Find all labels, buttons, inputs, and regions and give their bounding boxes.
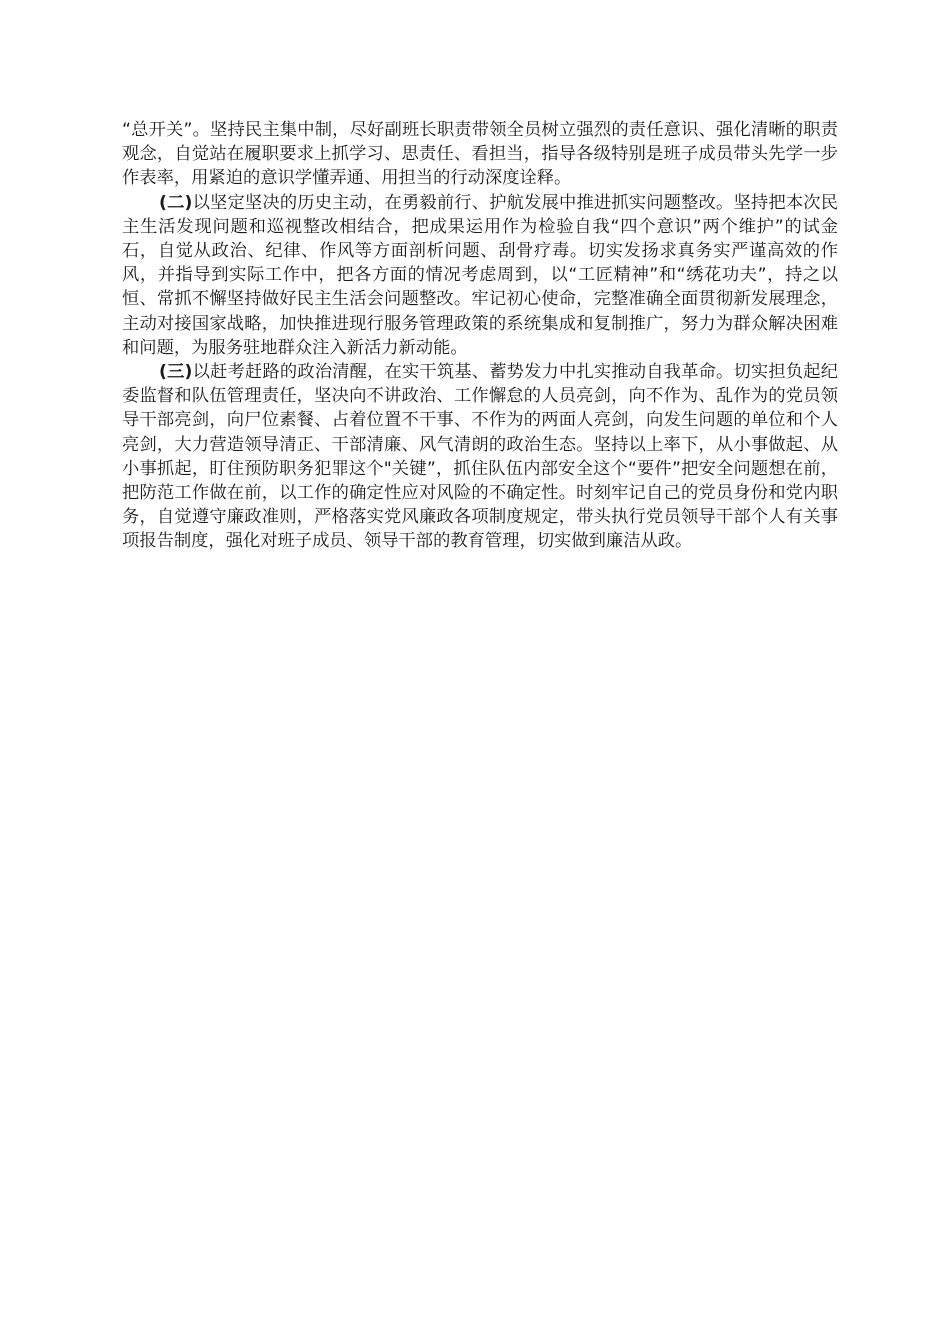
- paragraph-3: [122, 360, 838, 554]
- paragraph-2: [122, 191, 838, 360]
- paragraph-2-number: (二): [159, 192, 193, 213]
- document-body: [122, 118, 838, 554]
- paragraph-1: [122, 118, 838, 191]
- paragraph-3-text: 以赶考赶路的政治清醒，在实干筑基、蓄势发力中扎实推动自我革命。切实担负起纪委监督和队伍管理责任，坚决向不讲政治、工作懈怠的人员亮剑，向不作为、乱作为的党员领导干部亮剑，向尸位素餐、占着位置不干事、不作为的两面人亮剑，向发生问题的单位和个人亮剑，大力营造领导清正、干部清廉、风气清朗的政治生态。坚持以上率下，从小事做起、从小事抓起，盯住预防职务犯罪这个"关键”，抓住队伍内部安全这个“要件”把安全问题想在前，把防范工作做在前，以工作的确定性应对风险的不确定性。时刻牢记自己的党员身份和党内职务，自觉遵守廉政准则，严格落实党风廉政各项制度规定，带头执行党员领导干部个人有关事项报告制度，强化对班子成员、领导干部的教育管理，切实做到廉洁从政。: [122, 362, 838, 552]
- paragraph-1-text: “总开关”。坚持民主集中制，尽好副班长职责带领全员树立强烈的责任意识、强化清晰的职责观念，自觉站在履职要求上抓学习、思责任、看担当，指导各级特别是班子成员带头先学一步作表率，用紧迫的意识学懂弄通、用担当的行动深度诠释。: [122, 120, 838, 189]
- paragraph-3-number: (三): [159, 362, 193, 383]
- paragraph-2-text: 以坚定坚决的历史主动，在勇毅前行、护航发展中推进抓实问题整改。坚持把本次民主生活发现问题和巡视整改相结合，把成果运用作为检验自我“四个意识”两个维护”的试金石，自觉从政治、纪律、作风等方面剖析问题、刮骨疗毒。切实发扬求真务实严谨高效的作风，并指导到实际工作中，把各方面的情况考虑周到，以“工匠精神”和“绣花功夫”，持之以恒、常抓不懈坚持做好民主生活会问题整改。牢记初心使命，完整准确全面贯彻新发展理念，主动对接国家战略，加快推进现行服务管理政策的系统集成和复制推广，努力为群众解决困难和问题，为服务驻地群众注入新活力新动能。: [122, 192, 838, 358]
